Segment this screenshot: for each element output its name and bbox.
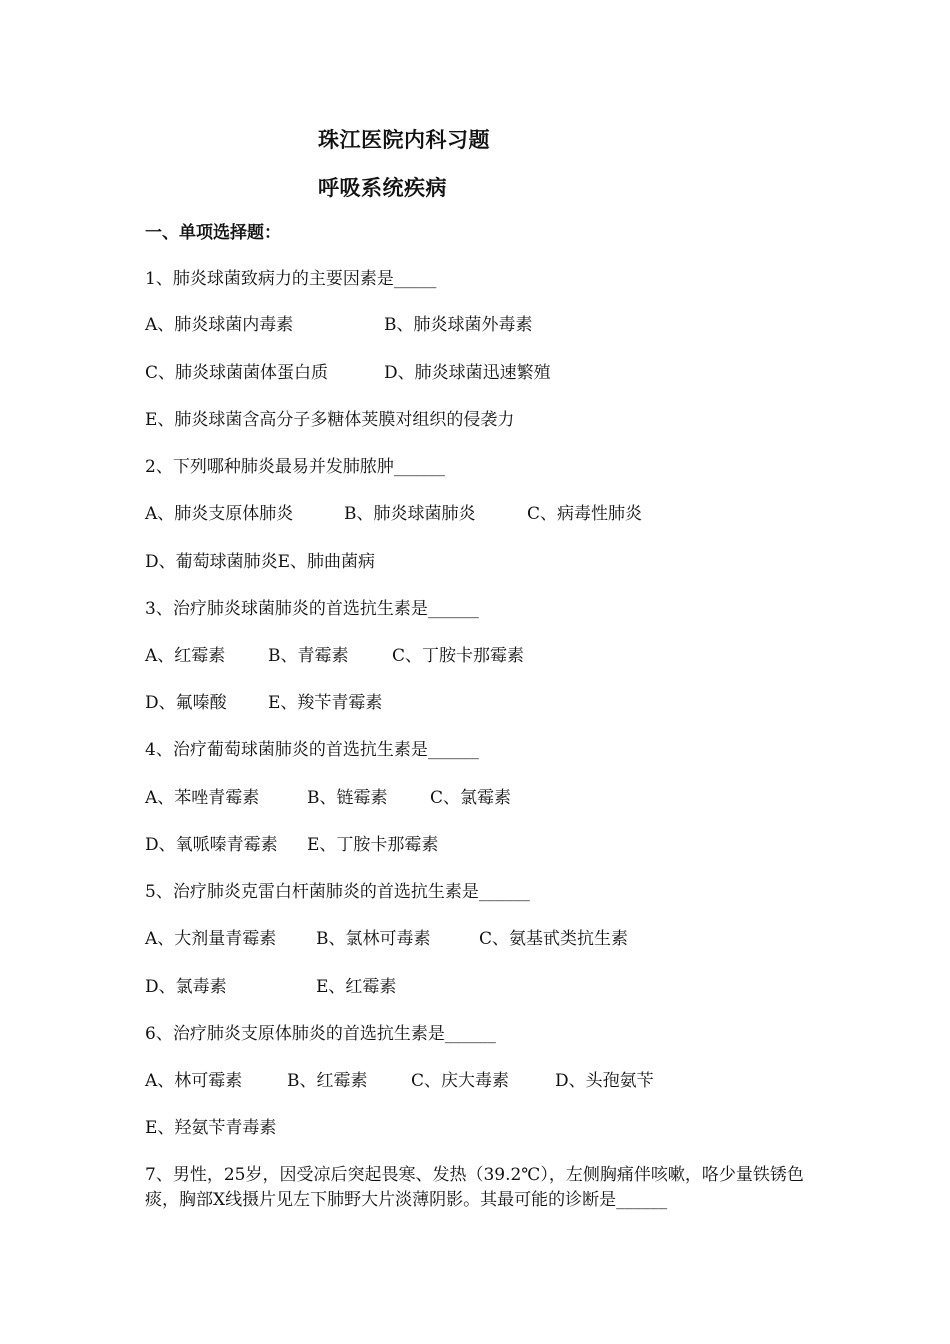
option: C、肺炎球菌菌体蛋白质: [145, 363, 329, 383]
document-title: 珠江医院内科习题: [318, 128, 490, 152]
option: C、丁胺卡那霉素: [392, 646, 525, 666]
question-stem: 4、治疗葡萄球菌肺炎的首选抗生素是______: [145, 740, 479, 760]
option: E、红霉素: [316, 977, 397, 997]
option: B、红霉素: [287, 1071, 368, 1091]
option: D、氟嗪酸: [145, 693, 227, 713]
option: A、苯唑青霉素: [145, 788, 260, 808]
option: B、链霉素: [307, 788, 388, 808]
option: E、羟氨苄青毒素: [145, 1118, 277, 1138]
option: E、肺炎球菌含高分子多糖体荚膜对组织的侵袭力: [145, 410, 515, 430]
option: E、丁胺卡那霉素: [307, 835, 439, 855]
option: C、庆大毒素: [411, 1071, 510, 1091]
document-subtitle: 呼吸系统疾病: [318, 176, 447, 200]
option: C、氯霉素: [430, 788, 512, 808]
question-stem: 5、治疗肺炎克雷白杆菌肺炎的首选抗生素是______: [145, 882, 530, 902]
option: D、氯毒素: [145, 977, 227, 997]
option: D、氧哌嗪青霉素: [145, 835, 278, 855]
option: D、头孢氨苄: [555, 1071, 654, 1091]
section-heading: 一、单项选择题：: [145, 223, 281, 243]
question-stem: 7、男性，25岁，因受凉后突起畏寒、发热（39.2℃），左侧胸痛伴咳嗽，咯少量铁锈色痰，胸部X线摄片见左下肺野大片淡薄阴影。其最可能的诊断是______: [145, 1165, 804, 1210]
option: B、肺炎球菌肺炎: [344, 504, 476, 524]
option: B、氯林可毒素: [316, 929, 431, 949]
option: B、肺炎球菌外毒素: [384, 315, 533, 335]
option: B、青霉素: [268, 646, 349, 666]
option: D、葡萄球菌肺炎E、肺曲菌病: [145, 552, 376, 572]
question-stem: 6、治疗肺炎支原体肺炎的首选抗生素是______: [145, 1024, 496, 1044]
option: C、氨基甙类抗生素: [479, 929, 629, 949]
option: A、红霉素: [145, 646, 226, 666]
option: A、肺炎球菌内毒素: [145, 315, 294, 335]
option: E、羧苄青霉素: [268, 693, 383, 713]
option: C、病毒性肺炎: [527, 504, 643, 524]
question-stem: 1、肺炎球菌致病力的主要因素是_____: [145, 269, 437, 289]
option: A、肺炎支原体肺炎: [145, 504, 294, 524]
option: A、林可霉素: [145, 1071, 243, 1091]
option: D、肺炎球菌迅速繁殖: [384, 363, 551, 383]
question-stem: 3、治疗肺炎球菌肺炎的首选抗生素是______: [145, 599, 479, 619]
option: A、大剂量青霉素: [145, 929, 277, 949]
question-stem: 2、下列哪种肺炎最易并发肺脓肿______: [145, 457, 445, 477]
